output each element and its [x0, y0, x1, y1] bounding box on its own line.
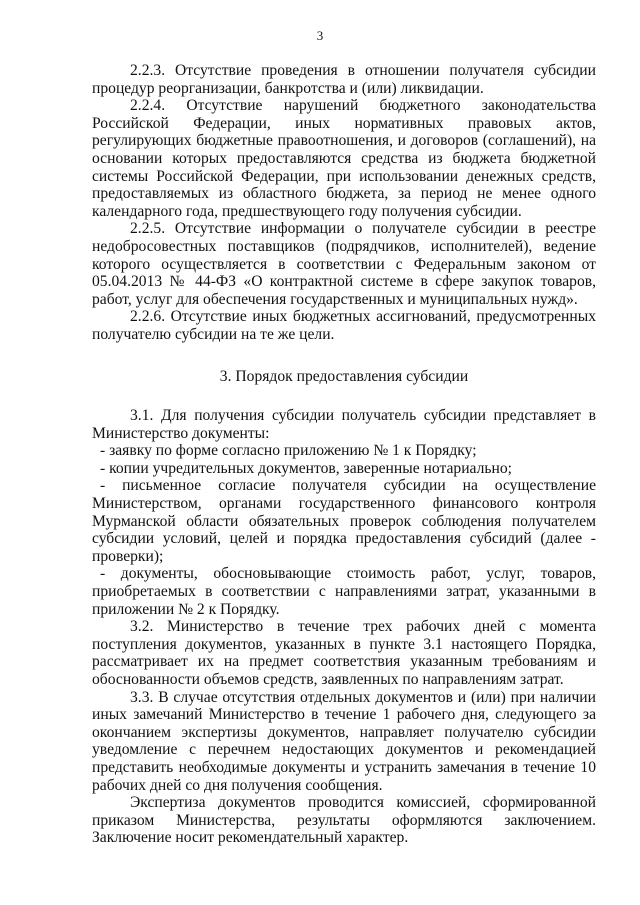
paragraph-2-2-6: 2.2.6. Отсутствие иных бюджетных ассигнований, предусмотренных получателю субсидии на те же цели. [92, 308, 596, 343]
paragraph-3-3: 3.3. В случае отсутствия отдельных документов и (или) при наличии иных замечаний Министерство в течение 1 рабочего дня, следующего за окончанием экспертизы документов, направляет получателю субсидии уведомление с перечнем недостающих документов и рекомендацией представить необходимые документы и устранить замечания в течение 10 рабочих дней со дня получения сообщения. [92, 688, 596, 794]
list-item: - заявку по форме согласно приложению № 1 к Порядку; [100, 442, 477, 460]
paragraph-3-2: 3.2. Министерство в течение трех рабочих дней с момента поступления документов, указанных в пункте 3.1 настоящего Порядка, рассматривает их на предмет соответствия указанным требованиям и обоснованности объемов средств, заявленных по направлениям затрат. [92, 618, 596, 688]
list-item: - документы, обосновывающие стоимость работ, услуг, товаров, приобретаемых в соответствии с направлениями затрат, указанными в приложении № 2 к Порядку. [92, 565, 596, 618]
paragraph-expertise: Экспертиза документов проводится комиссией, сформированной приказом Министерства, результаты оформляются заключением. Заключение носит рекомендательный характер. [92, 794, 596, 847]
paragraph-3-1: 3.1. Для получения субсидии получатель субсидии представляет в Министерство документы: [92, 407, 596, 442]
document-body [92, 62, 596, 847]
section-heading: 3. Порядок предоставления субсидии [219, 367, 469, 385]
list-item: - письменное согласие получателя субсидии на осуществление Министерством, органами государственного финансового контроля Мурманской области обязательных проверок соблюдения получателем субсидии условий, целей и порядка предоставления субсидий (далее - проверки); [92, 477, 596, 565]
paragraph-2-2-4: 2.2.4. Отсутствие нарушений бюджетного законодательства Российской Федерации, иных нормативных правовых актов, регулирующих бюджетные правоотношения, и договоров (соглашений), на основании которых предоставляются средства из бюджета бюджетной системы Российской Федерации, при использовании денежных средств, предоставляемых из областного бюджета, за период не менее одного календарного года, предшествующего году получения субсидии. [92, 97, 596, 220]
list-item: - копии учредительных документов, заверенные нотариально; [100, 459, 512, 477]
paragraph-2-2-3: 2.2.3. Отсутствие проведения в отношении получателя субсидии процедур реорганизации, банкротства и (или) ликвидации. [92, 62, 596, 97]
page-number: 3 [316, 28, 324, 43]
paragraph-2-2-5: 2.2.5. Отсутствие информации о получателе субсидии в реестре недобросовестных поставщиков (подрядчиков, исполнителей), ведение которого осуществляется в соответствии с Федеральным законом от 05.04.2013 № 44-ФЗ «О контрактной системе в сфере закупок товаров, работ, услуг для обеспечения государственных и муниципальных нужд». [92, 220, 596, 308]
